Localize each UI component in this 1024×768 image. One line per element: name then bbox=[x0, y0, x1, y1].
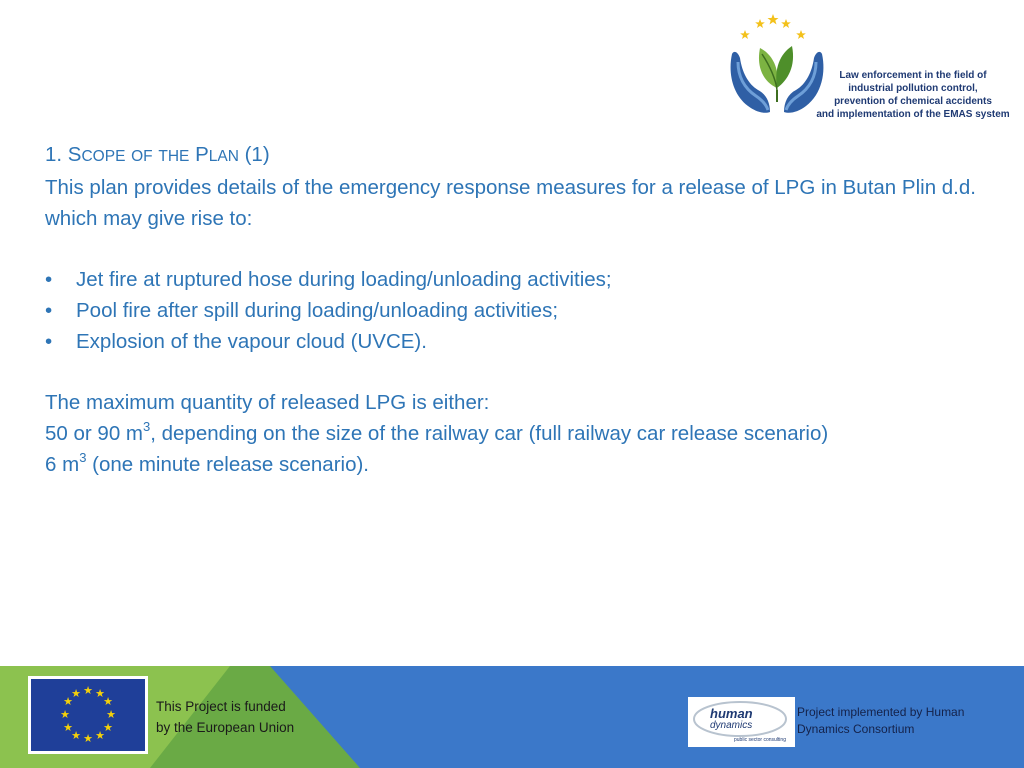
svg-text:★: ★ bbox=[63, 695, 73, 708]
funding-line: This Project is funded bbox=[156, 699, 286, 714]
svg-text:★: ★ bbox=[106, 708, 116, 721]
hd-logo-tagline: public sector consulting bbox=[734, 737, 786, 743]
superscript: 3 bbox=[79, 450, 87, 466]
svg-text:★: ★ bbox=[83, 684, 93, 697]
human-dynamics-logo bbox=[688, 697, 795, 747]
title-suffix: (1) bbox=[238, 143, 270, 166]
bullet-list bbox=[45, 265, 985, 357]
title-capital: P bbox=[195, 143, 209, 166]
slide-body bbox=[45, 140, 985, 481]
title-capital: S bbox=[67, 143, 82, 166]
hd-logo-word: human bbox=[710, 706, 753, 721]
svg-text:★: ★ bbox=[71, 687, 81, 700]
slide-title bbox=[45, 140, 985, 173]
svg-text:★: ★ bbox=[95, 687, 105, 700]
title-smallcaps: COPE bbox=[81, 148, 126, 165]
logo-caption-line: Law enforcement in the field of bbox=[839, 70, 987, 81]
svg-text:★: ★ bbox=[71, 729, 81, 742]
quantity-text: (one minute release scenario). bbox=[86, 452, 370, 476]
funding-statement bbox=[156, 697, 294, 738]
svg-text:★: ★ bbox=[103, 695, 113, 708]
superscript: 3 bbox=[143, 419, 151, 435]
quantity-intro: The maximum quantity of released LPG is either: bbox=[45, 391, 490, 415]
bullet-item: • Jet fire at ruptured hose during loading/unloading activities; bbox=[45, 265, 985, 296]
svg-text:★: ★ bbox=[83, 732, 93, 745]
hd-logo-word: dynamics bbox=[710, 720, 753, 731]
bullet-item: • Explosion of the vapour cloud (UVCE). bbox=[45, 327, 985, 358]
title-smallcaps: THE bbox=[158, 148, 190, 165]
svg-text:★: ★ bbox=[103, 721, 113, 734]
svg-text:★: ★ bbox=[60, 708, 70, 721]
logo-caption-line: and implementation of the EMAS system bbox=[816, 109, 1010, 120]
logo-caption bbox=[808, 69, 1018, 121]
logo-caption-line: industrial pollution control, bbox=[848, 83, 978, 94]
eu-flag-icon bbox=[31, 679, 145, 751]
title-smallcaps: LAN bbox=[208, 148, 239, 165]
bullet-item: • Pool fire after spill during loading/unloading activities; bbox=[45, 296, 985, 327]
project-logo bbox=[726, 10, 1018, 122]
logo-caption-line: prevention of chemical accidents bbox=[834, 96, 992, 107]
quantity-text: 50 or 90 m bbox=[45, 422, 143, 446]
quantity-text: 6 m bbox=[45, 452, 80, 476]
quantity-line-1 bbox=[45, 419, 985, 450]
title-smallcaps: OF bbox=[131, 148, 153, 165]
svg-text:★: ★ bbox=[95, 729, 105, 742]
intro-paragraph: This plan provides details of the emergency response measures for a release of LPG in Butan Plin d.d. which may give rise to: bbox=[45, 175, 976, 230]
quantity-line-2 bbox=[45, 450, 985, 481]
implementation-statement: Project implemented by Human Dynamics Consortium bbox=[797, 705, 965, 736]
svg-text:★: ★ bbox=[63, 721, 73, 734]
funding-line: by the European Union bbox=[156, 719, 295, 735]
title-number: 1. bbox=[45, 143, 68, 166]
quantity-text: , depending on the size of the railway car (full railway car release scenario) bbox=[150, 422, 829, 446]
